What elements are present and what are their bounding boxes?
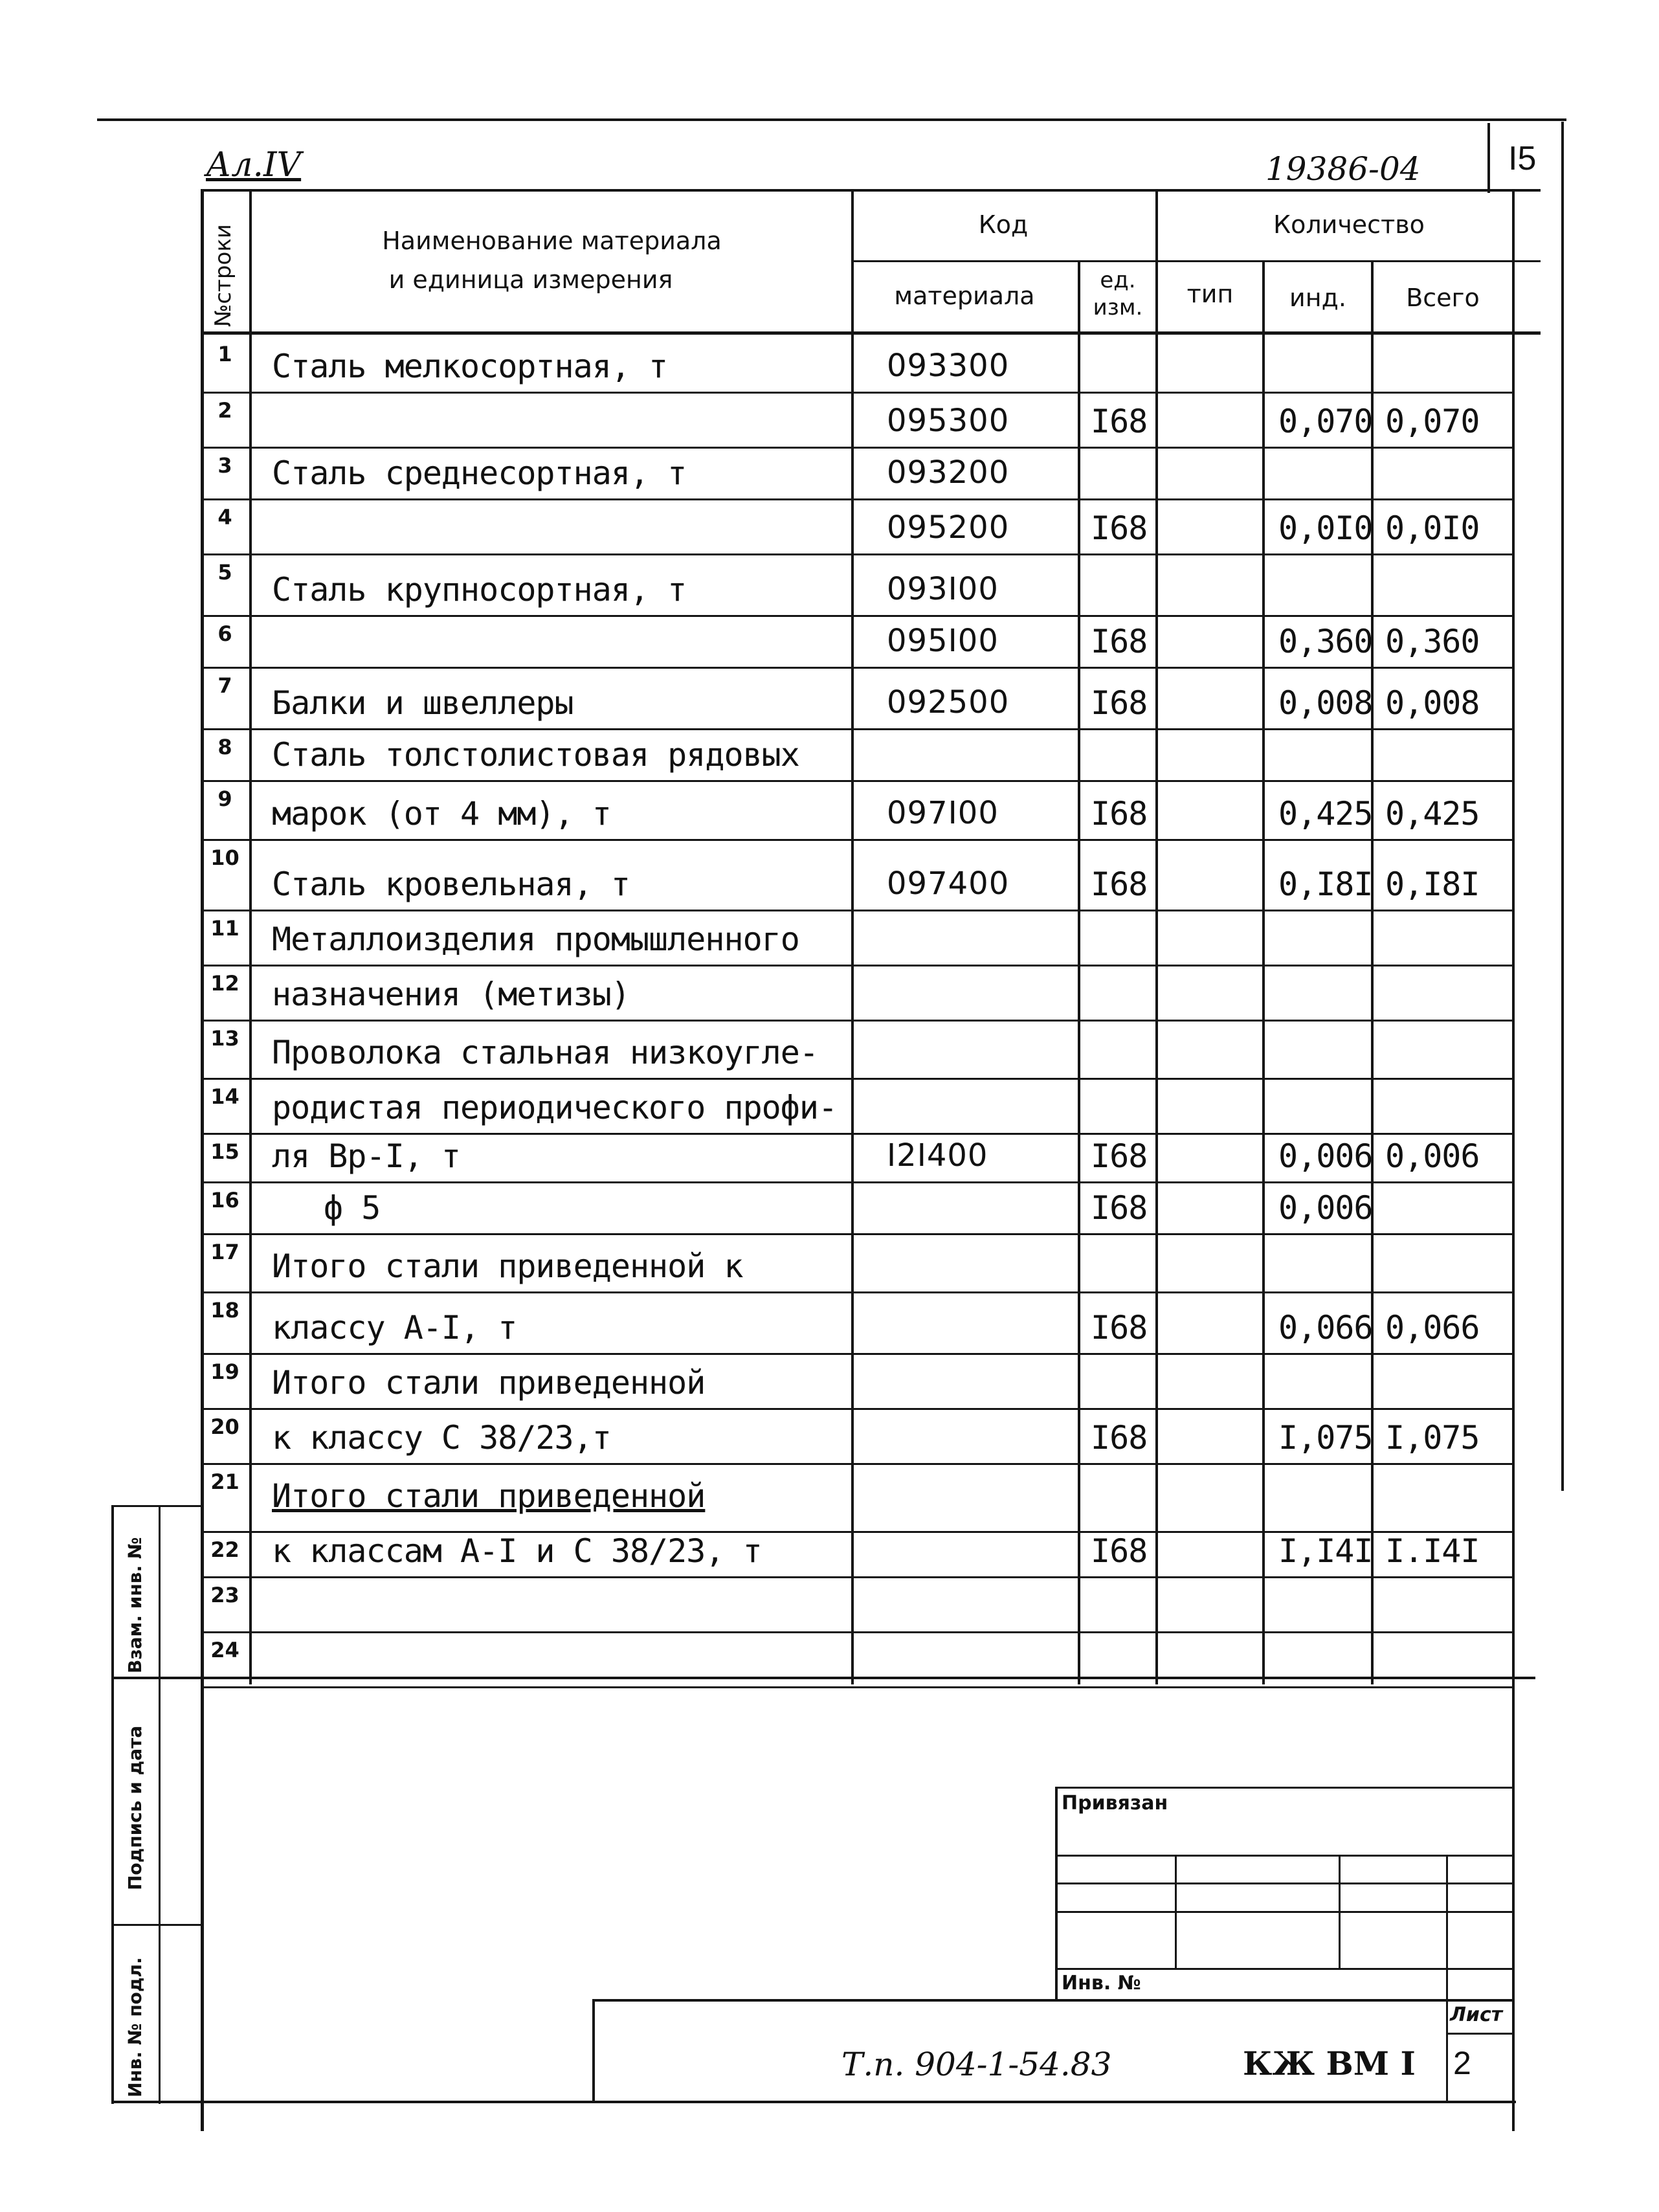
row-code: 093200 bbox=[887, 454, 1010, 491]
header-name-line1: Наименование материала bbox=[382, 227, 722, 255]
row-code: 097I00 bbox=[887, 795, 999, 831]
row-number: 9 bbox=[217, 787, 232, 811]
row-name: назначения (метизы) bbox=[272, 976, 630, 1013]
row-name: марок (от 4 мм), т bbox=[272, 795, 611, 832]
row-number: 22 bbox=[210, 1537, 239, 1562]
row-unit: I68 bbox=[1091, 623, 1148, 660]
header-qty-type: тип bbox=[1186, 280, 1234, 308]
row-number: 4 bbox=[217, 505, 232, 530]
row-number: 16 bbox=[210, 1188, 239, 1212]
row-unit: I68 bbox=[1091, 509, 1148, 547]
row-name: к классам А-I и С 38/23, т bbox=[272, 1532, 762, 1570]
side-inv-podl: Инв. № подл. bbox=[124, 1957, 146, 2097]
row-number: 3 bbox=[217, 453, 232, 478]
row-name: Балки и швеллеры bbox=[272, 684, 573, 722]
row-name: Сталь среднесортная, т bbox=[272, 454, 687, 492]
row-ind: 0,066 bbox=[1278, 1309, 1373, 1346]
row-name: ля Вр-I, т bbox=[272, 1137, 461, 1175]
row-total: I.I4I bbox=[1385, 1532, 1480, 1570]
header-quantity: Количество bbox=[1273, 210, 1425, 239]
row-number: 19 bbox=[210, 1359, 239, 1384]
row-name: Сталь мелкосортная, т bbox=[272, 348, 668, 385]
row-total: 0,0I0 bbox=[1385, 509, 1480, 547]
row-name: родистая периодического профи- bbox=[272, 1089, 838, 1126]
row-name: Итого стали приведенной bbox=[272, 1364, 706, 1402]
row-ind: 0,070 bbox=[1278, 403, 1373, 440]
row-number: 2 bbox=[217, 398, 232, 423]
row-number: 20 bbox=[210, 1414, 239, 1439]
sheet-mark: Ал.IV bbox=[206, 146, 302, 184]
row21-name: Итого стали приведенной bbox=[272, 1477, 706, 1515]
row-unit: I68 bbox=[1091, 795, 1148, 832]
row-number: 23 bbox=[210, 1583, 239, 1607]
row-number: 5 bbox=[217, 560, 232, 585]
privyazan-label: Привязан bbox=[1062, 1792, 1168, 1815]
row-unit: I68 bbox=[1091, 403, 1148, 440]
row-number: 15 bbox=[210, 1139, 239, 1164]
row-total: 0,066 bbox=[1385, 1309, 1480, 1346]
row-total: 0,006 bbox=[1385, 1137, 1480, 1175]
row-total: 0,070 bbox=[1385, 403, 1480, 440]
row-total: 0,008 bbox=[1385, 684, 1480, 722]
row-number: 7 bbox=[217, 673, 232, 698]
row-name: Проволока стальная низкоугле- bbox=[272, 1034, 818, 1071]
row-number: 13 bbox=[210, 1026, 239, 1051]
row-name: Сталь крупносортная, т bbox=[272, 571, 687, 609]
row-ind: 0,360 bbox=[1278, 623, 1373, 660]
header-row-number: №строки bbox=[210, 224, 236, 327]
row-number: 18 bbox=[210, 1298, 239, 1323]
row-code: 095200 bbox=[887, 509, 1010, 546]
row-ind: 0,006 bbox=[1278, 1137, 1373, 1175]
row-code: I2I400 bbox=[887, 1137, 988, 1174]
row-ind: 0,0I0 bbox=[1278, 509, 1373, 547]
sheet-number: 2 bbox=[1453, 2045, 1471, 2081]
row-number: 14 bbox=[210, 1084, 239, 1109]
row-total: 0,425 bbox=[1385, 795, 1480, 832]
row-code: 093300 bbox=[887, 348, 1010, 384]
row-code: 092500 bbox=[887, 684, 1010, 721]
list-label: Лист bbox=[1450, 2004, 1503, 2026]
row-number: 6 bbox=[217, 621, 232, 646]
row-number: 21 bbox=[210, 1469, 239, 1494]
project-code: Т.п. 904-1-54.83 bbox=[841, 2046, 1112, 2083]
side-podpis-data: Подпись и дата bbox=[124, 1725, 146, 1890]
row-ind: 0,425 bbox=[1278, 795, 1373, 832]
row-ind: 0,I8I bbox=[1278, 866, 1373, 903]
row-unit: I68 bbox=[1091, 866, 1148, 903]
row-code: 095300 bbox=[887, 403, 1010, 439]
row-name: Итого стали приведенной к bbox=[272, 1247, 743, 1285]
row-number: 24 bbox=[210, 1638, 239, 1662]
row-number: 1 bbox=[217, 342, 232, 366]
side-vzam-inv: Взам. инв. № bbox=[124, 1537, 146, 1673]
row-number: 11 bbox=[210, 916, 239, 941]
row-unit: I68 bbox=[1091, 1137, 1148, 1175]
row-name: к классу С 38/23,т bbox=[272, 1419, 611, 1457]
row-name: Металлоизделия промышленного bbox=[272, 921, 799, 958]
row-total: 0,I8I bbox=[1385, 866, 1480, 903]
header-qty-ind: инд. bbox=[1289, 284, 1346, 312]
row-name: классу А-I, т bbox=[272, 1309, 517, 1346]
header-code-unit: ед. изм. bbox=[1093, 267, 1143, 320]
row-number: 12 bbox=[210, 971, 239, 996]
row-ind: I,I4I bbox=[1278, 1532, 1373, 1570]
row-name: Сталь толстолистовая рядовых bbox=[272, 736, 799, 774]
row-unit: I68 bbox=[1091, 1532, 1148, 1570]
row-number: 17 bbox=[210, 1240, 239, 1264]
row-unit: I68 bbox=[1091, 1309, 1148, 1346]
row-ind: 0,006 bbox=[1278, 1189, 1373, 1227]
row-number: 10 bbox=[210, 845, 239, 870]
doc-mark: КЖ ВМ I bbox=[1243, 2044, 1416, 2083]
row-number: 8 bbox=[217, 735, 232, 759]
row-total: 0,360 bbox=[1385, 623, 1480, 660]
header-name-line2: и единица измерения bbox=[388, 265, 673, 294]
row-code: 093I00 bbox=[887, 571, 999, 607]
header-qty-total: Всего bbox=[1406, 284, 1480, 312]
row-code: 097400 bbox=[887, 866, 1010, 902]
row-ind: 0,008 bbox=[1278, 684, 1373, 722]
row-total: I,075 bbox=[1385, 1419, 1480, 1457]
doc-number: 19386-04 bbox=[1265, 150, 1421, 188]
page-number: I5 bbox=[1508, 140, 1537, 177]
header-code: Код bbox=[978, 210, 1029, 239]
row-code: 095I00 bbox=[887, 623, 999, 659]
header-code-material: материала bbox=[894, 282, 1035, 310]
inv-no-label: Инв. № bbox=[1062, 1972, 1141, 1994]
row-name: ф 5 bbox=[324, 1189, 381, 1227]
row-ind: I,075 bbox=[1278, 1419, 1373, 1457]
row-unit: I68 bbox=[1091, 1189, 1148, 1227]
row-name: Сталь кровельная, т bbox=[272, 866, 630, 903]
row-unit: I68 bbox=[1091, 1419, 1148, 1457]
row-unit: I68 bbox=[1091, 684, 1148, 722]
